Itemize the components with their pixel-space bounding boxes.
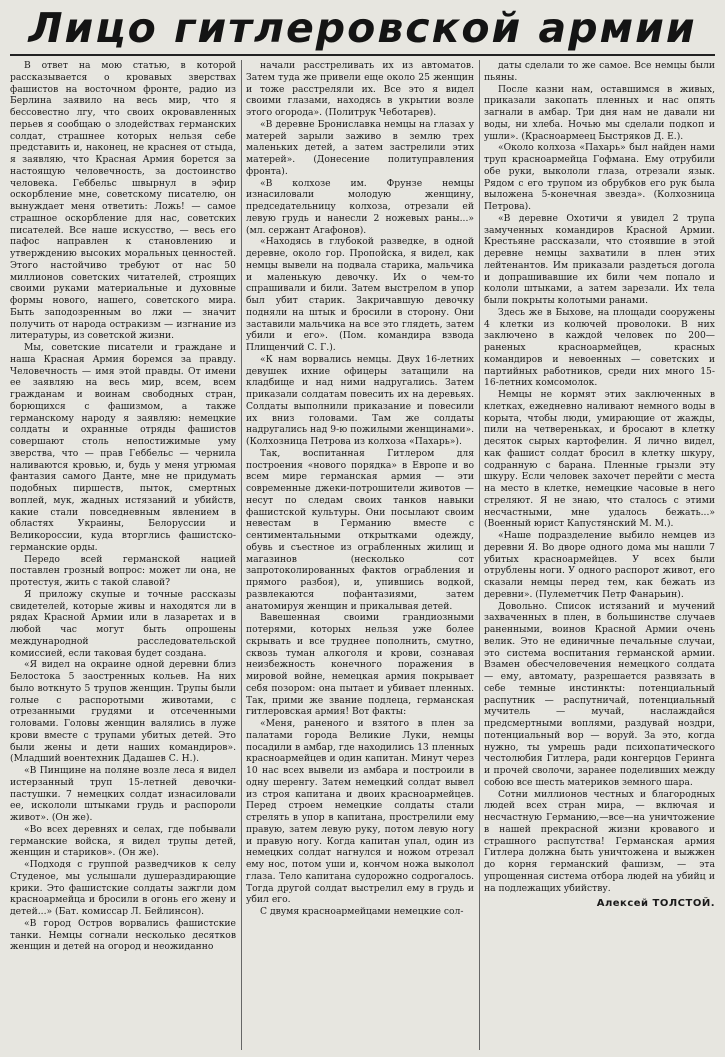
article-paragraph: Мы, советские писатели и граждане и наша Красная Армия боремся за правду. Человечность — имя этой правды. От имени ее заявляю на весь мир, всем, всем гражданам и воинам свободных стран, борющихся с фашизмом, а также германскому народу я заявляю: немецкие солдаты и охранные отряды фашистов совершают столь непостижимые уму зверства, что — прав Геббельс — чернила наливаются кровью, и, будь у меня угрюмая фантазия самого Данте, мне не придумать подобных пиршеств, пыток, смертных воплей, мук, жадных истязаний и убийств, какие стали повседневным явлением в областях Украины, Белоруссии и Великороссии, куда вторглись фашистско-германские орды. [10,342,236,553]
article-paragraph: Передо всей германской нацией поставлен грозный вопрос: может ли она, не протестуя, жить с такой славой? [10,553,236,588]
article-paragraph: начали расстреливать их из автоматов. Затем туда же привели еще около 25 женщин и тоже расстреляли их. Все это я видел своими глазами, находясь в укрытии возле этого огорода». (Политрук Чеботарев). [246,60,474,118]
article-paragraph: «К нам ворвались немцы. Двух 16-летних девушек ихние офицеры затащили на кладбище и над ними надругались. Затем приказали солдатам повесить их на деревьях. Солдаты выполнили приказание и повесили их вниз головами. Там же солдаты надругались над 9-ю пожилыми женщинами». (Колхозница Петрова из колхоза «Пахарь»). [246,353,474,447]
article-column-1 [10,60,236,1050]
article-paragraph: «В Пинщине на поляне возле леса я видел истерзанный труп 15-летней девочки-пастушки. 7 немецких солдат изнасиловали ее, искололи штыками грудь и распороли живот». (Он же). [10,765,236,823]
column-divider-1 [241,60,242,1050]
article-paragraph: Вавешенная своими грандиозными потерями, которых нельзя уже более скрывать и все труднее пополнить, смутно, сквозь туман алкоголя и крови, сознавая неизбежность конечного поражения в мировой войне, немецкая армия покрывает себя позором: она пытает и убивает пленных. Так, прими же звание подлеца, германская гитлеровская армия! Вот факты: [246,612,474,718]
article-paragraph: «В деревне Брониславка немцы на глазах у матерей зарыли заживо в землю трех маленьких детей, а затем застрелили этих матерей». (Донесение политуправления фронта). [246,118,474,177]
article-paragraph: «Во всех деревнях и селах, где побывали германские войска, я видел трупы детей, женщин и стариков». (Он же). [10,823,236,859]
article-paragraph: Немцы не кормят этих заключенных в клетках, ежедневно наливают немного воды в корыта, чтобы люди, умирающие от жажды, пили на четвереньках, и бросают в клетку десяток сырых картофелин. Я лично видел, как фашист солдат бросил в клетку шкуру, содранную с барана. Пленные грызли эту шкуру. Если человек захочет перейти с места на место в клетке, немецкие часовые в него стреляют. Я не знаю, что сталось с этими несчастными, мне удалось бежать...» (Военный юрист Капустянский М. М.). [484,389,715,530]
headline-rule [10,54,715,56]
article-paragraph: Так, воспитанная Гитлером для построения «нового порядка» в Европе и во всем мире германская армия — эти современные джеки-потрошители животов — несут по следам своих танков навыки фашистской культуры. Они посылают своим невестам в Германию вместе с сентиментальными открытками одежду, обувь и съестное из ограбленных жилищ и магазинов (несколько сот запротоколированных фактов ограбления и прямого разбоя), и, упившись водкой, развлекаются пофантазиями, затем анатомируя женщин и прикалывая детей. [246,447,474,612]
article-paragraph: «Наше подразделение выбило немцев из деревни Я. Во дворе одного дома мы нашли 7 убитых красноармейцев. У всех были отрублены ноги. У одного распорот живот, его сказали немцы перед тем, как бежать из деревни». (Пулеметчик Петр Фанарьин). [484,530,715,600]
article-column-3 [484,60,715,1050]
author-signature: Алексей ТОЛСТОЙ. [596,898,715,910]
article-paragraph: «В колхозе им. Фрунзе немцы изнасиловали молодую женщину, председательницу колхоза, отрезали ей левую грудь и нанесли 2 ножевых раны...» (мл. сержант Агафонов). [246,177,474,236]
column-divider-2 [479,60,480,1050]
article-paragraph: «Я видел на окраине одной деревни близ Белостока 5 заостренных кольев. На них было воткнуто 5 трупов женщин. Трупы были голые с распоротыми животами, с отрезанными грудями и отсеченными головами. Головы женщин валялись в луже крови вместе с трупами убитых детей. Это были жены и дети наших командиров». (Младший воентехник Дадашев С. Н.). [10,659,236,765]
article-paragraph: С двумя красноармейцами немецкие сол- [260,906,464,917]
article-paragraph: даты сделали то же самое. Все немцы были пьяны. [484,60,715,83]
article-paragraph: «В город Остров ворвались фашистские танки. Немцы согнали несколько десятков женщин и детей на огород и неожиданно [10,917,236,953]
article-paragraph: «Подходя с группой разведчиков к селу Студеное, мы услышали душераздирающие крики. Это фашистские солдаты зажгли дом красноармейца и бросили в огонь его жену и детей...» (Бат. комиссар Л. Бейлинсон). [10,859,236,917]
article-paragraph: После казни нам, оставшимся в живых, приказали закопать пленных и нас опять загнали в амбар. Три дня нам не давали ни воды, ни хлеба. Ночью мы сделали подкоп и ушли». (Красноармеец Быстряков Д. Е.). [484,83,715,142]
article-paragraph: «Около колхоза «Пахарь» был найден нами труп красноармейца Гофмана. Ему отрубили обе руки, выкололи глаза, отрезали язык. Рядом с его трупом из обрубков его рук была выложена 5-конечная звезда». (Колхозница Петрова). [484,142,715,212]
article-paragraph: В ответ на мою статью, в которой рассказывается о кровавых зверствах фашистов на восточном фронте, радио из Берлина заявило на весь мир, что я бессовестно лгу, что своих окровавленных перьев я сообщаю о злодействах германских солдат, страшнее которых нельзя себе представить и, наконец, не краснея от стыда, я заявляю, что Красная Армия борется за настоящую человечность, за достоинство человека. Геббельс швырнул в эфир оскорбление мне, советскому писателю, он вынуждает меня ответить: Ложь! — самое страшное оскорбление для нас, советских писателей. Все наше искусство, — весь его пафос направлен к становлению и утверждению высоких моральных ценностей. Этого настойчиво требуют от нас 50 миллионов советских читателей, строящих своими руками материальные и духовные формы нового, нашего, советского мира. Быть заподозренным во лжи — значит получить от народа остракизм — изгнание из литературы, из советской жизни. [10,60,236,342]
article-paragraph: Довольно. Список истязаний и мучений захваченных в плен, в большинстве случаев раненными, воинов Красной Армии очень велик. Это не единичные печальные случаи, это система воспитания германской армии. Взамен обесчеловечения немецкого солдата — ему, автомату, разрешается развязать в себе темные инстинкты: потенциальный распутник — распутничай, потенциальный мучитель — мучай, наслаждайся предсмертными воплями, раздувай ноздри, потенциальный вор — воруй. За это, когда нужно, ты умрешь ради психопатического честолюбия Гитлера, ради конгерцов Геринга и прочей сволочи, заранее поделивших между собою все шесть материков земного шара. [484,600,715,788]
article-paragraph: «Меня, раненого и взятого в плен за палатами города Великие Луки, немцы посадили в амбар, где находились 13 пленных красноармейцев и один капитан. Минут через 10 нас всех вывели из амбара и построили в одну шеренгу. Затем немецкий солдат вывел из строя капитана и двоих красноармейцев. Перед строем немецкие солдаты стали стрелять в упор в капитана, прострелили ему правую, затем левую руку, потом левую ногу и правую ногу. Когда капитан упал, один из немецких солдат нагнулся и ножом отрезал ему нос, потом уши и, кончом ножа выколол глаза. Тело капитана судорожно содрогалось. Тогда другой солдат выстрелил ему в грудь и убил его. [246,718,474,906]
article-paragraph: Сотни миллионов честных и благородных людей всех стран мира, — включая и несчастную Германию,—все—на уничтожение в нашей прекрасной жизни кровавого и страшного распутства! Германская армия Гитлера должна быть уничтожена и выжжен до корня германский фашизм, — эта упрощенная система отбора людей на убийц и на подлежащих убийству. [484,788,715,894]
article-paragraph: «В деревне Охотичи я увидел 2 трупа замученных командиров Красной Армии. Крестьяне рассказали, что стоявшие в этой деревне немцы захватили в плен этих лейтенантов. Им приказали раздеться догола и допрашивавшие их били чем попало и кололи штыками, а затем зарезали. Их тела были покрыты колотыми ранами. [484,212,715,306]
article-paragraph: Здесь же в Быхове, на площади сооружены 4 клетки из колючей проволоки. В них заключено в каждой человек по 200— раненых красноармейцев, красных командиров и невоенных — советских и партийных работников, среди них много 15-16-летних комсомолок. [484,306,715,389]
article-column-2 [246,60,474,1050]
article-paragraph: Я приложу скупые и точные рассказы свидетелей, которые живы и находятся ли в рядах Красной Армии или в лазаретах и в любой час могут быть опрошены международной расследовательской комиссией, если таковая будет создана. [10,588,236,659]
article-headline: Лицо гитлеровской армии [28,6,697,52]
article-paragraph: «Находясь в глубокой разведке, в одной деревне, около гор. Пропойска, я видел, как немцы вывели на подвала старика, мальчика и маленькую девочку. Их о чем-то спрашивали и били. Затем выстрелом в упор был убит старик. Закричавшую девочку подняли на штык и бросили в сторону. Они заставили мальчика на все это глядеть, затем убили и его». (Пом. командира взвода Плищенчий С. Г.). [246,236,474,353]
article-columns [10,60,715,1050]
